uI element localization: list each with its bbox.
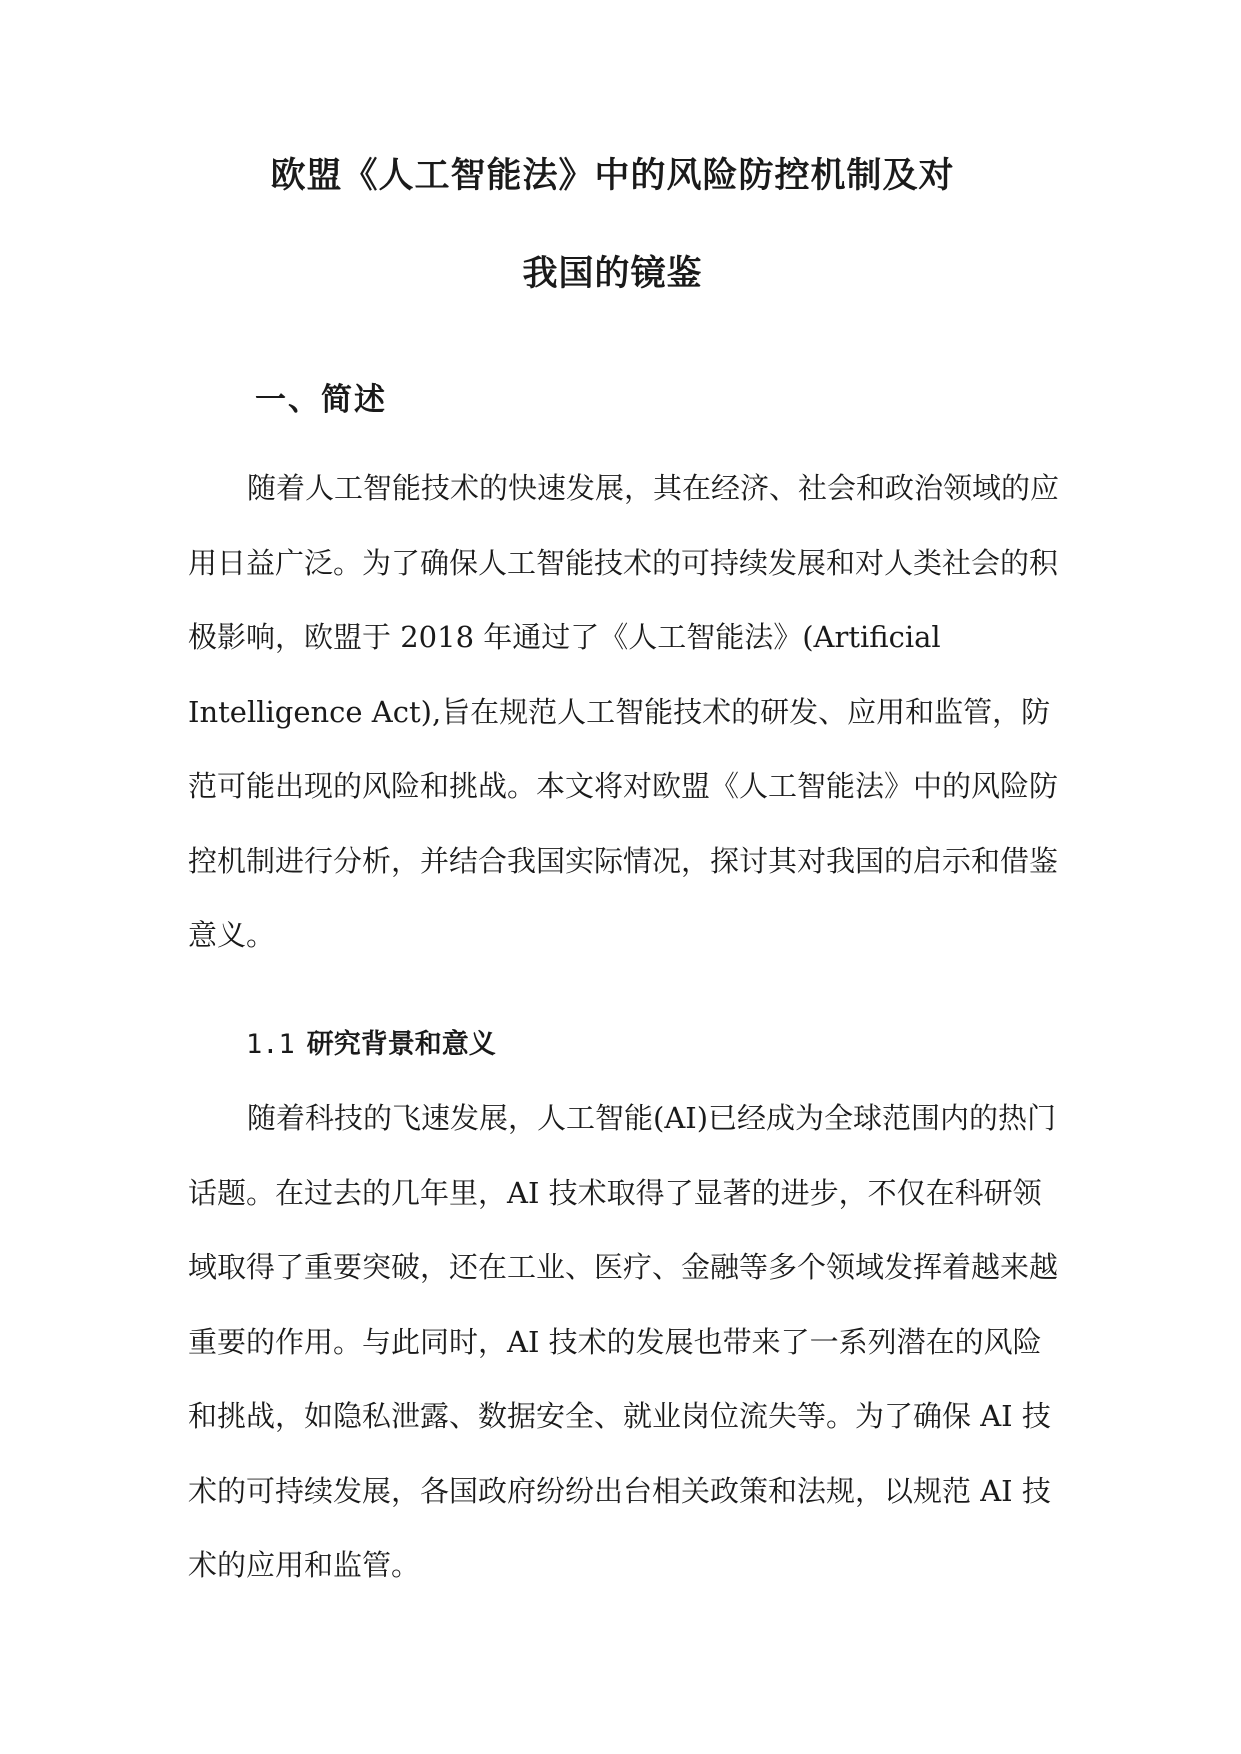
- paragraph-line: 随着人工智能技术的快速发展，其在经济、社会和政治领域的应: [247, 471, 1060, 505]
- paragraph-line: Intelligence Act),旨在规范人工智能技术的研发、应用和监管，防: [188, 695, 1051, 729]
- paragraph-line: 控机制进行分析，并结合我国实际情况，探讨其对我国的启示和借鉴: [188, 844, 1059, 878]
- section-heading: 一、简述: [255, 382, 387, 418]
- paragraph-line: 极影响，欧盟于 2018 年通过了《人工智能法》(Artificial: [188, 620, 941, 654]
- paragraph-line: 域取得了重要突破，还在工业、医疗、金融等多个领域发挥着越来越: [188, 1250, 1059, 1284]
- paragraph-line: 术的应用和监管。: [188, 1548, 421, 1582]
- paragraph-line: 意义。: [188, 918, 276, 952]
- paragraph-line: 术的可持续发展，各国政府纷纷出台相关政策和法规，以规范 AI 技: [188, 1474, 1051, 1508]
- paragraph-line: 随着科技的飞速发展，人工智能(AI)已经成为全球范围内的热门: [247, 1101, 1057, 1135]
- subsection-number: 1.1: [246, 1029, 295, 1060]
- paragraph-line: 重要的作用。与此同时，AI 技术的发展也带来了一系列潜在的风险: [188, 1325, 1042, 1359]
- paragraph-line: 用日益广泛。为了确保人工智能技术的可持续发展和对人类社会的积: [188, 546, 1059, 580]
- paragraph-line: 话题。在过去的几年里，AI 技术取得了显著的进步，不仅在科研领: [188, 1176, 1042, 1210]
- subsection-title: 研究背景和意义: [306, 1029, 496, 1060]
- paragraph-line: 范可能出现的风险和挑战。本文将对欧盟《人工智能法》中的风险防: [188, 769, 1059, 803]
- document-title-line-1: 欧盟《人工智能法》中的风险防控机制及对: [270, 156, 955, 196]
- subsection-heading: [246, 1027, 496, 1063]
- paragraph-line: 和挑战，如隐私泄露、数据安全、就业岗位流失等。为了确保 AI 技: [188, 1399, 1051, 1433]
- document-title-line-2: 我国的镜鉴: [522, 254, 703, 294]
